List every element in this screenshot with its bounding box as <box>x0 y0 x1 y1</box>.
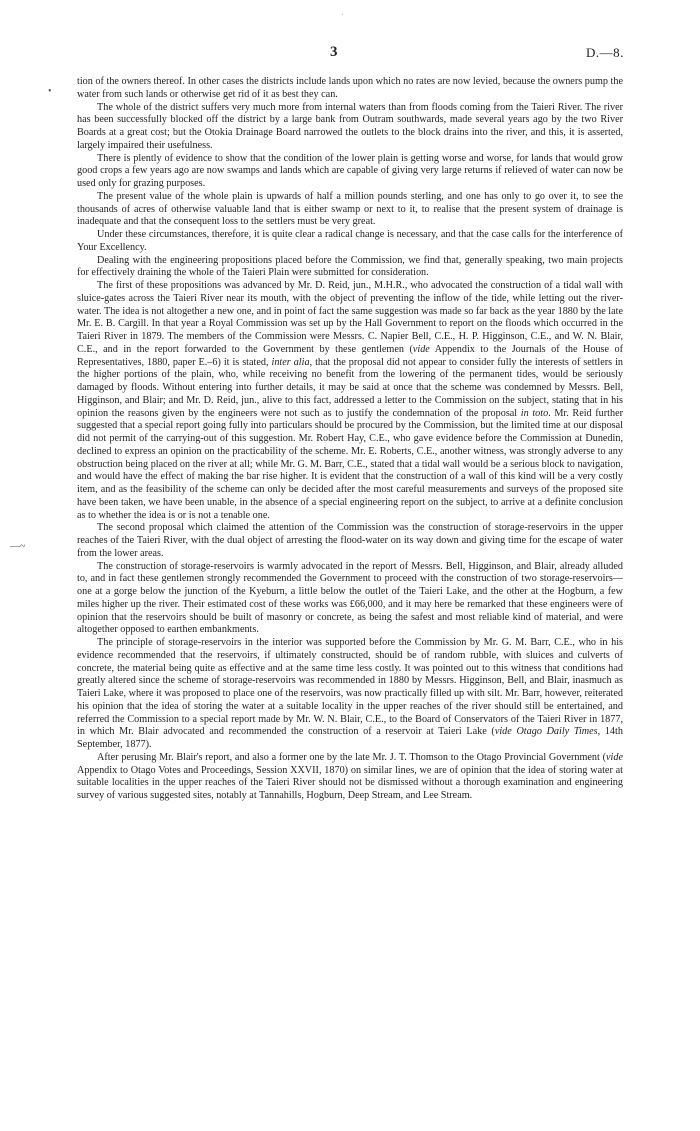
paragraph-10-text-a: The principle of storage-reservoirs in the interior was supported before the Commission by Mr. G. M. Barr, C.E., who in his evidence recommended that the reservoirs, if ultimately constructed, should be of random rubble, with sluices and culverts of concrete, the material being quite as effective and at the same time less costly. It was pointed out to this witness that conditions had greatly altered since the scheme of storage-reservoirs was recommended in 1880 by Messrs. Higginson, Bell, and Blair, inasmuch as Taieri Lake, where it was proposed to place one of the reservoirs, was now practically filled up with silt. Mr. Barr, however, reiterated his opinion that the idea of storing the water at a suitable locality in the upper reaches of the river should still be entertained, and referred the Commission to a special report made by Mr. W. N. Blair, C.E., to the Board of Conservators of the Taieri River in 1877, in which Mr. Blair advocated and recommended the construction of a reservoir at Taieri Lake ( <box>77 637 623 738</box>
paragraph-4: The present value of the whole plain is upwards of half a million pounds sterling, and one has only to go over it, to see the thousands of acres of otherwise valuable land that is either swamp or next to it, to realise that the present system of drainage is inadequate and that the consequent loss to the settlers must be very great. <box>77 190 623 228</box>
paragraph-6: Dealing with the engineering propositions placed before the Commission, we find that, generally speaking, two main projects for effectively draining the whole of the Taieri Plain were submitted for consideration. <box>77 254 623 279</box>
paragraph-5: Under these circumstances, therefore, it is quite clear a radical change is necessary, and that the case calls for the interference of Your Excellency. <box>77 229 623 253</box>
paragraph-7-italic-in-toto: in toto <box>520 407 549 419</box>
paragraph-7-italic-vide: vide <box>412 343 430 355</box>
paragraph-10-text-c: , 14th September, 1877). <box>77 726 623 750</box>
top-margin-dot: · <box>341 10 344 19</box>
paragraph-11-text-c: Appendix to Otago Votes and Proceedings, Session XXVII, 1870) on similar lines, we are of opinion that the idea of storing water at suitable localities in the upper reaches of the Taieri River should not be dismissed without a thorough examination and engineering survey of various suggested sites, notably at Tannahills, Hogburn, Deep Stream, and Lee Stream. <box>77 764 623 801</box>
paragraph-7-text-a: The first of these propositions was advanced by Mr. D. Reid, jun., M.H.R., who advocated the construction of a tidal wall with sluice-gates across the Taieri River near its mouth, with the object of preventing the inflow of the tide, while letting out the river-water. The idea is not altogether a new one, and in point of fact the same suggestion was made so far back as the year 1880 by the late Mr. E. B. Cargill. In that year a Royal Commission was set up by the Hall Government to report on the floods which occurred in the Taieri River in 1879. The members of the Commission were Messrs. C. Napier Bell, C.E., H. P. Higginson, C.E., and W. N. Blair, C.E., and in the report forwarded to the Government by these gentlemen ( <box>77 280 623 355</box>
paragraph-8: The second proposal which claimed the attention of the Commission was the construction of storage-reservoirs in the upper reaches of the Taieri River, with the dual object of arresting the flood-water on its way down and giving time for the escape of water from the lower areas. <box>77 522 623 559</box>
paragraph-7-text-c: Appendix to the Journals of the House of Representatives, 1880, paper E.–6) it is stated, <box>77 343 623 368</box>
paragraph-1: tion of the owners thereof. In other cases the districts include lands upon which no rates are now levied, because the owners pump the water from such lands or otherwise get rid of it as best they can. <box>77 76 623 100</box>
page-header <box>0 44 700 64</box>
margin-tick-mark: —~ <box>10 541 26 552</box>
paragraph-11-italic-vide: vide <box>606 751 623 763</box>
margin-dot-mark: • <box>48 86 52 97</box>
paragraph-7 <box>77 280 623 522</box>
paragraph-7-text-e: , that the proposal did not appear to consider fully the interests of settlers in the higher portions of the plain, who, while receiving no benefit from the lowering of the permanent tides, would be seriously damaged by floods. Without entering into further details, it may be said at once that the scheme was condemned by Messrs. Bell, Higginson, and Blair; and Mr. D. Reid, jun., alive to this fact, addressed a letter to the Commission on the subject, stating that in his opinion the reasons given by the engineers were not such as to justify the condemnation of the proposal <box>77 356 623 419</box>
paragraph-9: The construction of storage-reservoirs is warmly advocated in the report of Messrs. Bell, Higginson, and Blair, already alluded to, and in fact these gentlemen strongly recommended the Government to proceed with the construction of two storage-reservoirs—one at a gorge below the junction of the Kyeburn, a little below the outlet of the Taieri Lake, and the other at the Hogburn, a few miles higher up the river. Their estimated cost of these works was £66,000, and it may here be remarked that these engineers were of opinion that the reservoirs should be built of masonry or concrete, as being the safest and most reliable kind of material, and were altogether opposed to earthen embankments. <box>77 560 623 636</box>
paragraph-10 <box>77 637 623 752</box>
paragraph-11 <box>77 752 623 803</box>
document-reference: D.—8. <box>586 45 624 60</box>
paragraph-10-italic-source: vide Otago Daily Times <box>494 726 598 738</box>
paragraph-7-italic-inter-alia: inter alia <box>271 356 310 368</box>
paragraph-7-text-g: . Mr. Reid further suggested that a special report going fully into particulars should be procured by the Commission, but the limited time at our disposal did not permit of the carrying-out of this suggestion. Mr. Robert Hay, C.E., who gave evidence before the Commission at Dunedin, declined to express an opinion on the practicability of the scheme. Mr. E. Roberts, C.E., another witness, was strongly adverse to any obstruction being placed on the river at all; while Mr. G. M. Barr, C.E., stated that a tidal wall would be a serious block to navigation, and would have the effect of making the bar rise higher. It is evident that the construction of a wall of this kind will be a very costly item, and as the feasibility of the scheme can only be decided after the most careful measurements and surveys of the proposed site have been taken, we have been unable, in the absence of a special engineering report on the subject, to arrive at a definite conclusion as to whether the idea is or is not a tenable one. <box>77 407 623 521</box>
paragraph-11-text-a: After perusing Mr. Blair's report, and also a former one by the late Mr. J. T. Thomson to the Otago Provincial Government ( <box>97 751 607 763</box>
paragraph-2: The whole of the district suffers very much more from internal waters than from floods coming from the Taieri River. The river has been successfully blocked off the district by a large bank from Outram southwards, made several years ago by the two River Boards at a great cost; but the Otokia Drainage Board narrowed the outlets to the block drains into the river, and this, it is asserted, largely impaired their usefulness. <box>77 101 623 151</box>
paragraph-3: There is plently of evidence to show that the condition of the lower plain is getting worse and worse, for lands that would grow good crops a few years ago are now swamps and lands which are capable of giving very large returns if relieved of water can now be used only for grazing purposes. <box>77 152 623 189</box>
body-text <box>77 76 623 803</box>
page-number: 3 <box>330 44 338 60</box>
